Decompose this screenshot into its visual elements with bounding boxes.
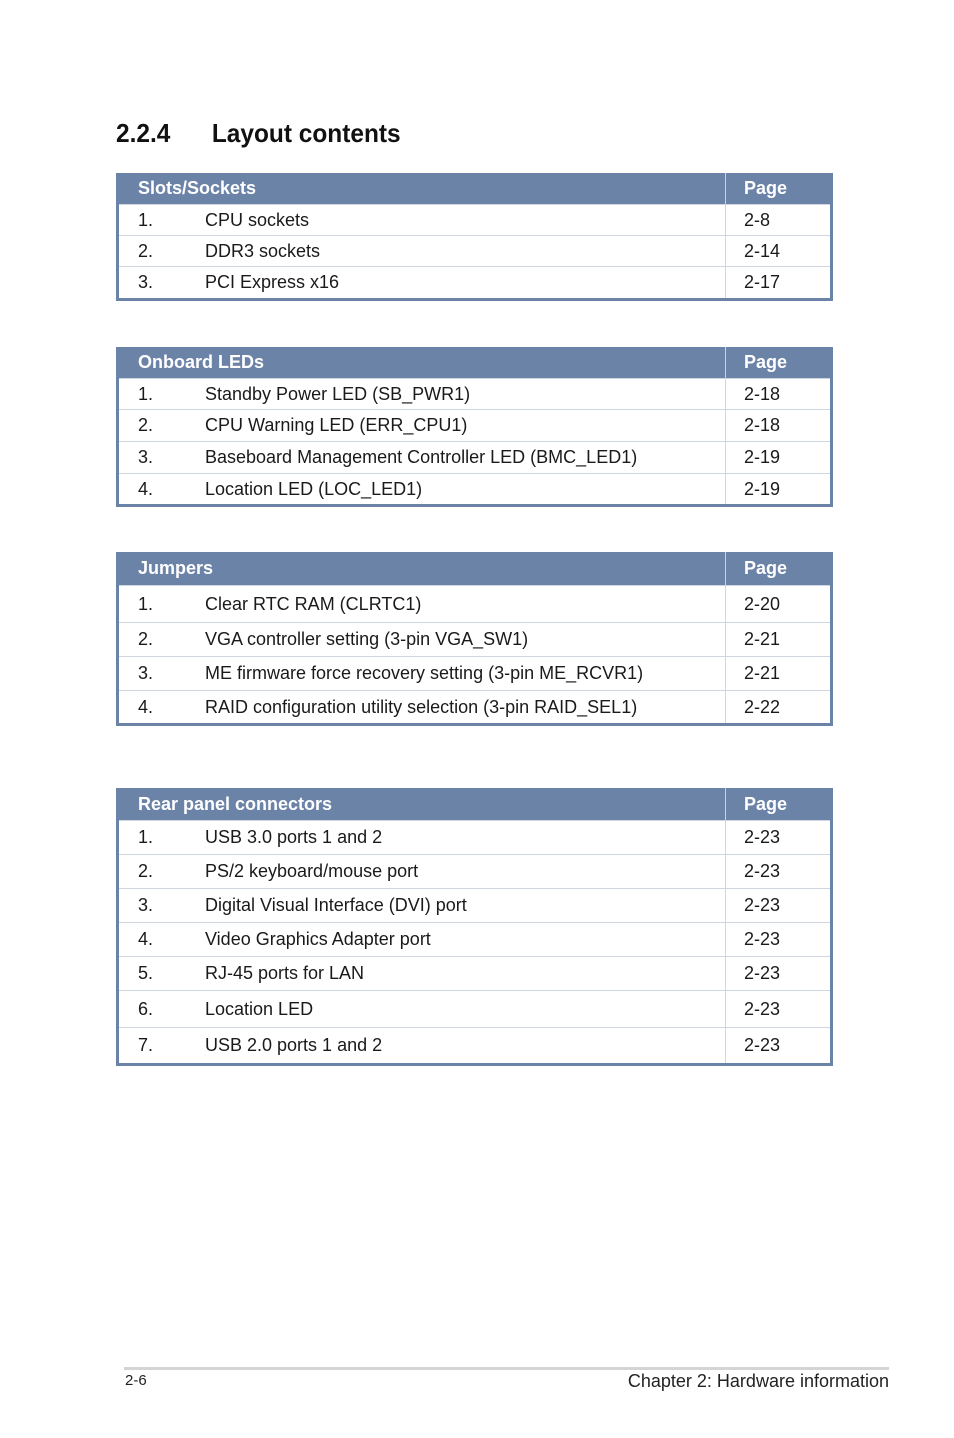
page-number: 2-6: [125, 1372, 147, 1389]
table-row: 4. Location LED (LOC_LED1) 2-19: [119, 473, 830, 504]
slots-sockets-table: [116, 173, 833, 301]
table-row: 3. Baseboard Management Controller LED (BMC_LED1) 2-19: [119, 441, 830, 473]
table-row: 2. DDR3 sockets 2-14: [119, 235, 830, 266]
table-header: Rear panel connectors Page: [119, 788, 830, 820]
table-row: 2. CPU Warning LED (ERR_CPU1) 2-18: [119, 409, 830, 441]
jumpers-table: [116, 552, 833, 726]
section-number: 2.2.4: [116, 118, 171, 148]
section-heading: Layout contents: [211, 118, 401, 148]
table-row: 2. VGA controller setting (3-pin VGA_SW1) 2-21: [119, 622, 830, 656]
table-row: 4. RAID configuration utility selection (3-pin RAID_SEL1) 2-22: [119, 690, 830, 723]
table-row: 6. Location LED 2-23: [119, 990, 830, 1027]
table-row: 1. CPU sockets 2-8: [119, 204, 830, 235]
table-row: 3. PCI Express x16 2-17: [119, 266, 830, 298]
table-header: Slots/Sockets Page: [119, 173, 830, 204]
table-row: 7. USB 2.0 ports 1 and 2 2-23: [119, 1027, 830, 1063]
onboard-leds-table: [116, 347, 833, 507]
footer-divider: [124, 1367, 889, 1370]
table-header: Jumpers Page: [119, 552, 830, 585]
table-row: 1. USB 3.0 ports 1 and 2 2-23: [119, 820, 830, 854]
section-title: [116, 118, 401, 149]
table-header: Onboard LEDs Page: [119, 347, 830, 378]
table-row: 2. PS/2 keyboard/mouse port 2-23: [119, 854, 830, 888]
table-row: 1. Standby Power LED (SB_PWR1) 2-18: [119, 378, 830, 409]
table-row: 1. Clear RTC RAM (CLRTC1) 2-20: [119, 585, 830, 622]
rear-panel-connectors-table: [116, 788, 833, 1066]
table-row: 3. Digital Visual Interface (DVI) port 2-23: [119, 888, 830, 922]
table-row: 3. ME firmware force recovery setting (3-pin ME_RCVR1) 2-21: [119, 656, 830, 690]
chapter-title: Chapter 2: Hardware information: [627, 1371, 889, 1391]
table-row: 4. Video Graphics Adapter port 2-23: [119, 922, 830, 956]
table-row: 5. RJ-45 ports for LAN 2-23: [119, 956, 830, 990]
